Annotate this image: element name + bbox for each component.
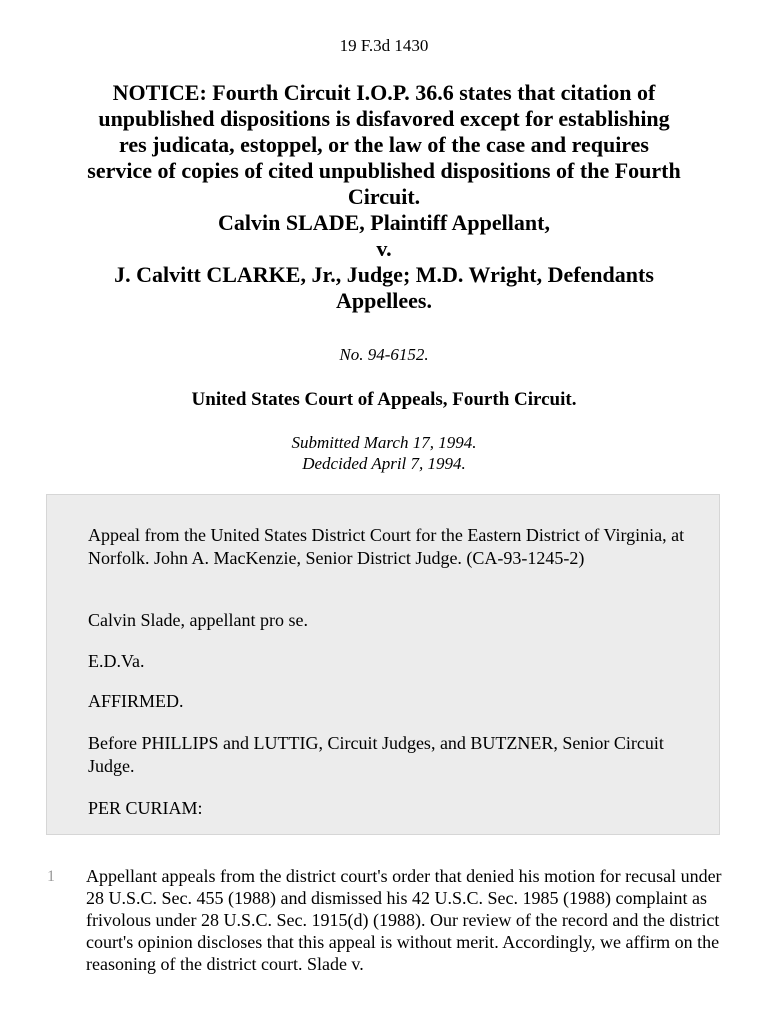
submitted-date: Submitted March 17, 1994.: [291, 433, 477, 452]
counsel-text: Calvin Slade, appellant pro se.: [88, 610, 308, 630]
docket-number: No. 94-6152.: [339, 345, 429, 364]
paragraph-text: Appellant appeals from the district court's order that denied his motion for recusal under 28 U.S.C. Sec. 455 (1988) and dismissed his 42 U.S.C. Sec. 1985 (1988) complaint as frivolous under 28 U.S.C. Sec. 1915(d) (1988). Our review of the record and the district court's opinion discloses that this appeal is without merit. Accordingly, we affirm on the reasoning of the district court. Slade v.: [86, 866, 722, 974]
plaintiff-line: Calvin SLADE, Plaintiff Appellant,: [218, 210, 550, 235]
notice-line: service of copies of cited unpublished dispositions of the Fourth: [87, 158, 681, 183]
panel-text: Before PHILLIPS and LUTTIG, Circuit Judges, and BUTZNER, Senior Circuit Judge.: [88, 733, 664, 776]
citation: 19 F.3d 1430: [339, 36, 429, 55]
decided-date: Dedcided April 7, 1994.: [302, 454, 466, 473]
case-heading: [44, 80, 724, 314]
notice-line: unpublished dispositions is disfavored except for establishing: [98, 106, 670, 131]
case-info-box: [46, 494, 720, 835]
paragraph-number: 1: [47, 868, 55, 885]
defendants-line: J. Calvitt CLARKE, Jr., Judge; M.D. Wright, Defendants: [114, 262, 654, 287]
case-dates: [0, 432, 768, 474]
versus-line: v.: [376, 236, 392, 261]
appeal-from-text: Appeal from the United States District Court for the Eastern District of Virginia, at Norfolk. John A. MacKenzie, Senior District Judge. (CA-93-1245-2): [88, 525, 685, 568]
defendants-line: Appellees.: [336, 288, 432, 313]
notice-line: NOTICE: Fourth Circuit I.O.P. 36.6 states that citation of: [112, 80, 656, 105]
notice-line: Circuit.: [347, 184, 421, 209]
per-curiam-text: PER CURIAM:: [88, 798, 203, 818]
disposition-text: AFFIRMED.: [88, 691, 184, 711]
court-name: United States Court of Appeals, Fourth Circuit.: [191, 389, 577, 410]
district-text: E.D.Va.: [88, 651, 145, 671]
notice-line: res judicata, estoppel, or the law of the case and requires: [118, 132, 649, 157]
